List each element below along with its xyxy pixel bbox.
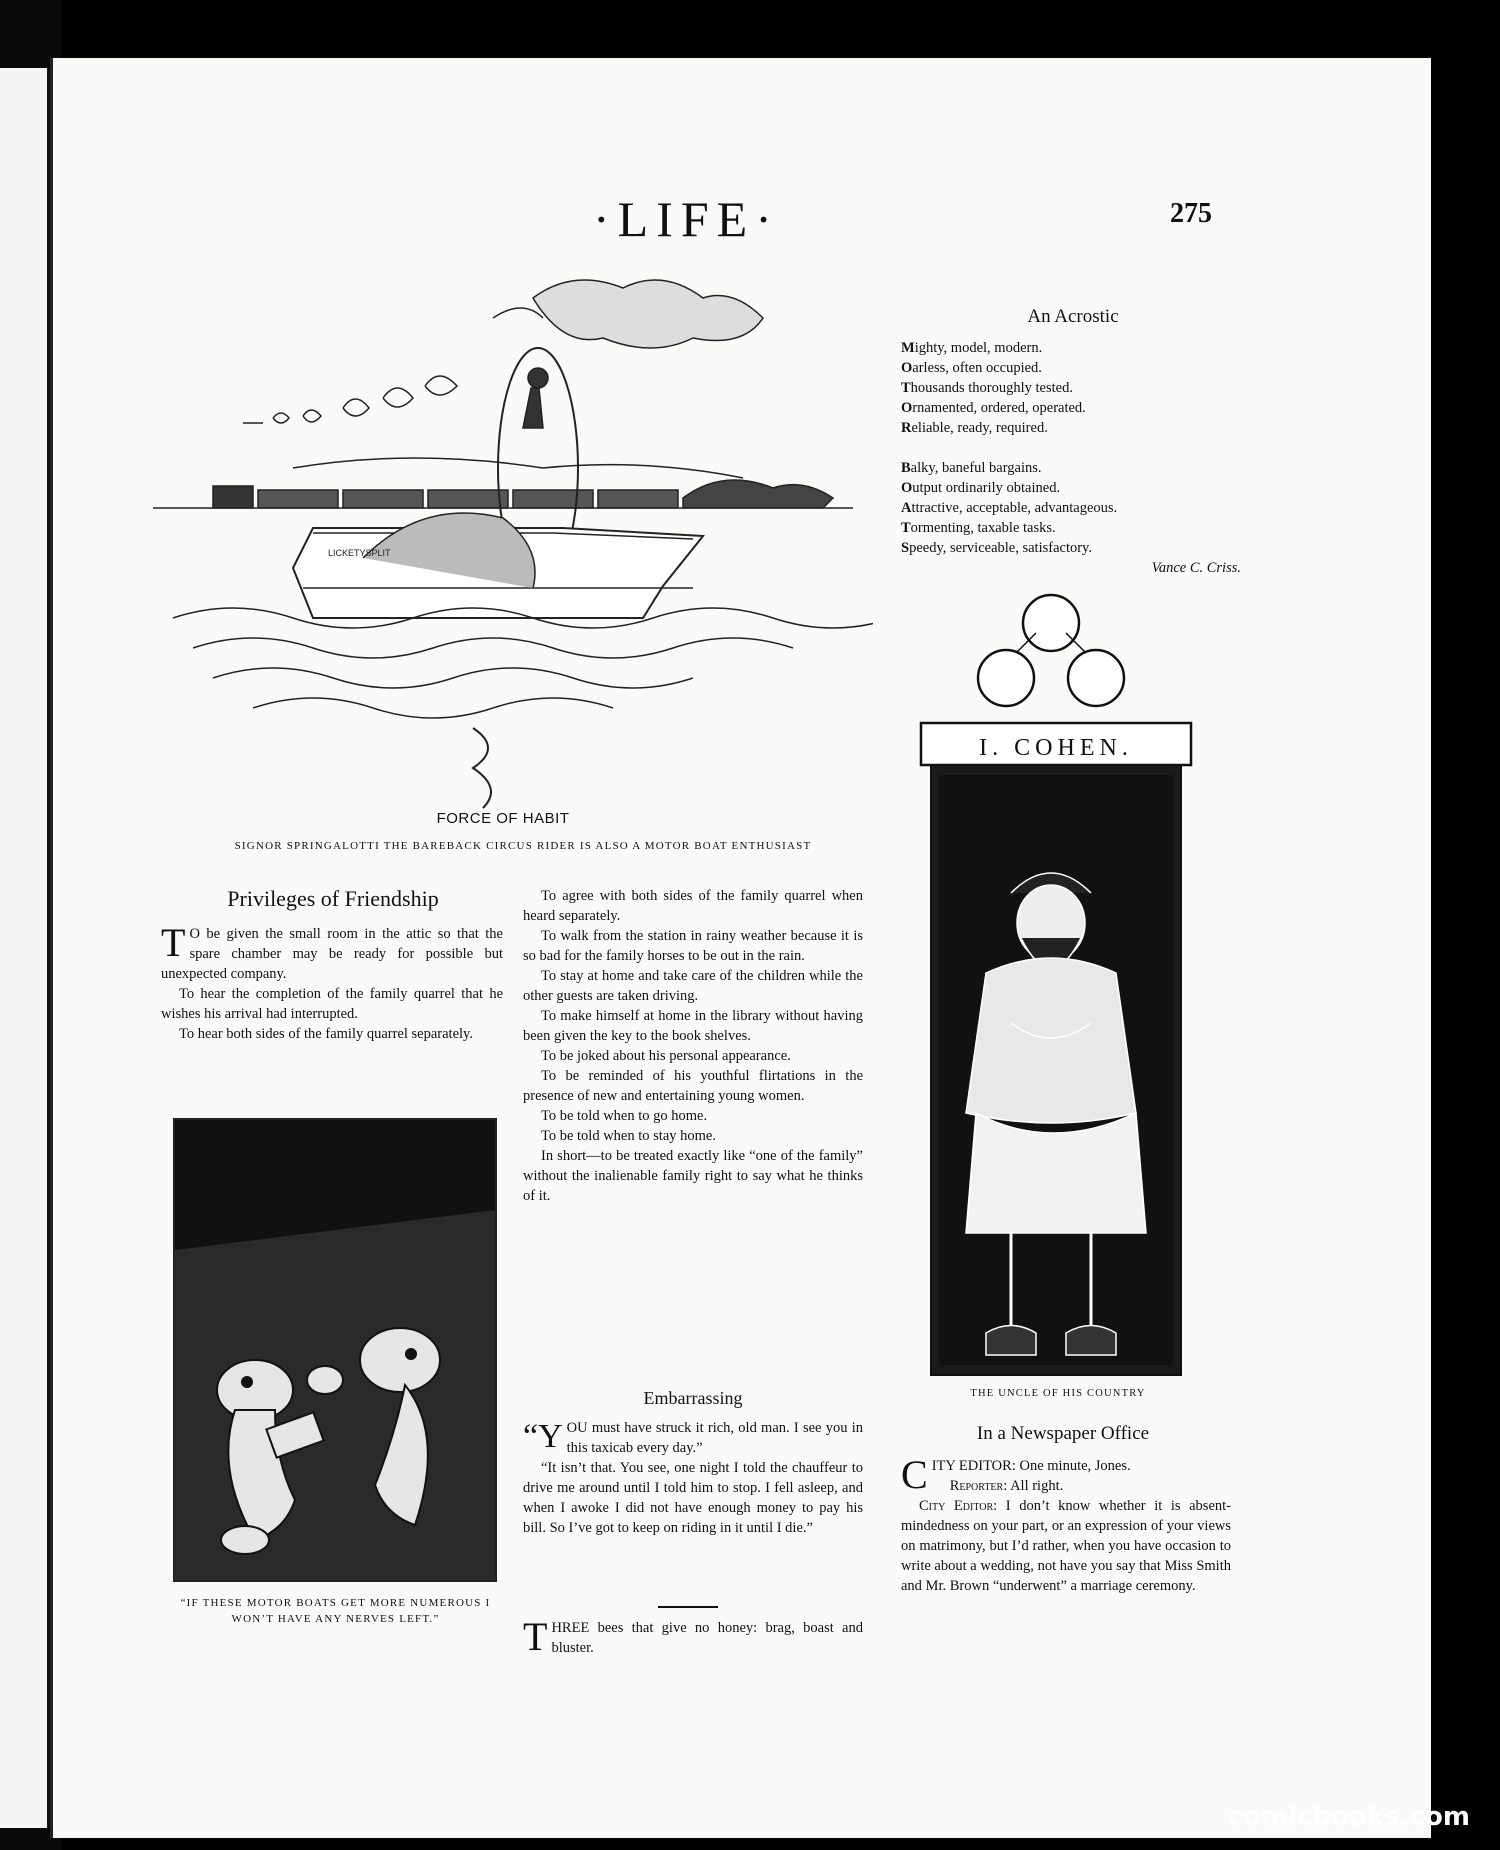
acrostic-line: Attractive, acceptable, advantageous. xyxy=(901,500,1118,516)
privileges-para: To agree with both sides of the family quarrel when heard separately. xyxy=(523,888,863,924)
privileges-para: To be joked about his personal appearance. xyxy=(541,1048,791,1064)
watermark: comicbooks.com xyxy=(1227,1802,1470,1832)
force-of-habit-illustration xyxy=(113,258,873,838)
privileges-para: To hear both sides of the family quarrel separately. xyxy=(179,1026,473,1042)
privileges-para: T O be given the small room in the attic so that the spare chamber may be ready for possible but unexpected company. xyxy=(161,920,503,982)
privileges-para: To walk from the station in rainy weather because it is so bad for the family horses to be out in the rain. xyxy=(523,928,863,964)
acrostic-line: Speedy, serviceable, satisfactory. xyxy=(901,540,1092,556)
acrostic-line: Oarless, often occupied. xyxy=(901,360,1042,376)
svg-text:LICKETYSPLIT: LICKETYSPLIT xyxy=(328,548,391,558)
privileges-col2 xyxy=(523,886,863,1206)
cohen-sign-text: I. COHEN. xyxy=(979,735,1133,761)
fish-illustration xyxy=(173,1118,497,1582)
acrostic-line: Balky, baneful bargains. xyxy=(901,460,1042,476)
privileges-para: To stay at home and take care of the children while the other guests are taken driving. xyxy=(523,968,863,1004)
magazine-page xyxy=(50,58,1431,1838)
privileges-para: To hear the completion of the family quarrel that he wishes his arrival had interrupted. xyxy=(161,986,503,1022)
acrostic-line: Output ordinarily obtained. xyxy=(901,480,1061,496)
acrostic-poem xyxy=(901,338,1241,578)
embarrassing-para: “It isn’t that. You see, one night I told the chauffeur to drive me around until I told him to stop. I fell asleep, and when I awoke I did not have enough money to pay his bill. So I’ve got to keep on riding in it until I die.” xyxy=(523,1460,863,1536)
acrostic-line: Ornamented, ordered, operated. xyxy=(901,400,1086,416)
cohen-caption: THE UNCLE OF HIS COUNTRY xyxy=(970,1388,1146,1399)
previous-page-edge xyxy=(0,68,50,1828)
newspaper-title: In a Newspaper Office xyxy=(976,1423,1150,1444)
privileges-para: To make himself at home in the library without having been given the key to the book shelves. xyxy=(523,1008,863,1044)
embarrassing-para: “YOU must have struck it rich, old man. I see you in this taxicab every day.” xyxy=(523,1418,863,1456)
acrostic-line: Reliable, ready, required. xyxy=(901,420,1048,436)
section-divider xyxy=(658,1606,718,1608)
newspaper-text: CITY EDITOR: One minute, Jones. Reporter: All right. City Editor: I don’t know whether it is absent-mindedness on your part, or an expression of your views on matrimony, but I’d rather, when you have occasion to write about a wedding, not have you say that Miss Smith and Mr. Brown “underwent” a marriage ceremony. xyxy=(901,1452,1231,1594)
cohen-illustration xyxy=(891,593,1221,1393)
fish-caption: “IF THESE MOTOR BOATS GET MORE NUMEROUS I WON’T HAVE ANY NERVES LEFT.” xyxy=(180,1597,491,1625)
three-bees-text: THREE bees that give no honey: brag, boast and bluster. xyxy=(523,1614,863,1659)
force-of-habit-caption: SIGNOR SPRINGALOTTI THE BAREBACK CIRCUS RIDER IS ALSO A MOTOR BOAT ENTHUSIAST xyxy=(234,840,812,852)
acrostic-line: Thousands thoroughly tested. xyxy=(901,380,1073,396)
privileges-col1 xyxy=(161,920,503,1044)
privileges-para: In short—to be treated exactly like “one of the family” without the inalienable family right to say what he thinks of it. xyxy=(523,1148,863,1204)
acrostic-line: Tormenting, taxable tasks. xyxy=(901,520,1056,536)
privileges-para: To be reminded of his youthful flirtations in the presence of new and entertaining young women. xyxy=(523,1068,863,1104)
privileges-para: To be told when to stay home. xyxy=(541,1128,716,1144)
acrostic-title: An Acrostic xyxy=(1027,306,1119,327)
embarrassing-text xyxy=(523,1418,863,1538)
acrostic-author: Vance C. Criss. xyxy=(1151,560,1241,576)
embarrassing-title: Embarrassing xyxy=(643,1388,743,1408)
force-of-habit-title: FORCE OF HABIT xyxy=(436,810,570,827)
privileges-title: Privileges of Friendship xyxy=(227,886,439,911)
masthead: ·LIFE· xyxy=(593,191,780,247)
page-number: 275 xyxy=(1170,198,1212,229)
privileges-para: To be told when to go home. xyxy=(541,1108,708,1124)
acrostic-line: Mighty, model, modern. xyxy=(901,340,1043,356)
